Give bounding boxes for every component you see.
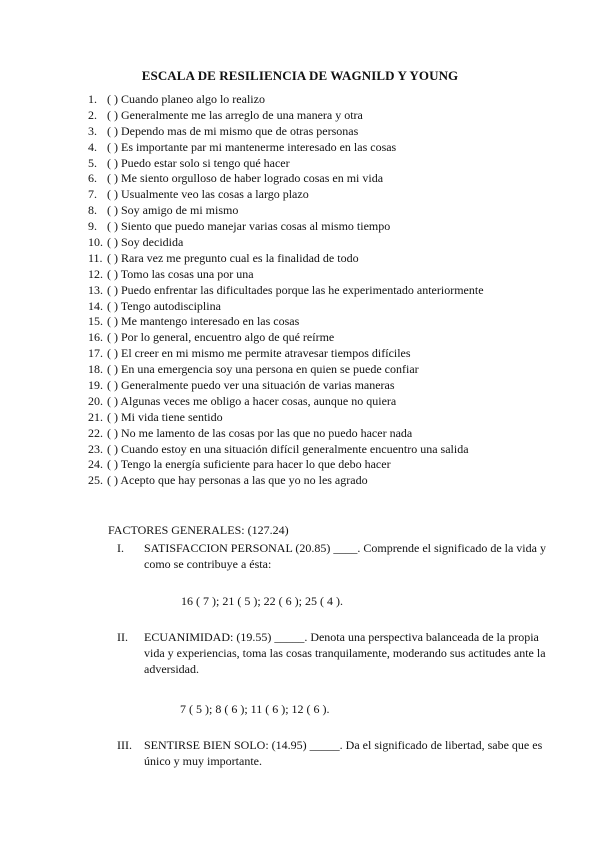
factor-description: SATISFACCION PERSONAL (20.85) ____. Comprende el significado de la vida y como se contribuye a ésta: xyxy=(144,541,546,571)
list-item xyxy=(88,473,484,489)
item-text: ( ) Puedo estar solo si tengo qué hacer xyxy=(107,155,290,170)
item-number: 1. xyxy=(88,92,97,106)
item-number: 14. xyxy=(88,298,103,313)
item-text: ( ) Puedo enfrentar las dificultades porque las he experimentado anteriormente xyxy=(107,282,484,297)
list-item xyxy=(88,410,484,426)
item-number: 9. xyxy=(88,219,97,234)
list-item xyxy=(88,251,484,267)
item-number: 15. xyxy=(88,314,103,329)
item-number: 4. xyxy=(88,139,97,154)
item-number: 13. xyxy=(88,282,103,297)
list-item xyxy=(88,108,484,124)
list-item xyxy=(88,283,484,299)
item-text: ( ) Cuando estoy en una situación difícil generalmente encuentro una salida xyxy=(107,441,469,456)
factor-ecuanimidad xyxy=(108,629,548,717)
item-text: ( ) Me mantengo interesado en las cosas xyxy=(107,314,300,329)
item-number: 2. xyxy=(88,107,97,122)
item-text: ( ) Generalmente puedo ver una situación de varias maneras xyxy=(107,378,395,393)
item-number: 19. xyxy=(88,378,103,393)
factors-section xyxy=(108,522,548,769)
item-text: ( ) El creer en mi mismo me permite atravesar tiempos difíciles xyxy=(107,346,411,361)
list-item xyxy=(88,314,484,330)
item-text: ( ) Rara vez me pregunto cual es la finalidad de todo xyxy=(107,250,359,265)
list-item xyxy=(88,219,484,235)
item-text: ( ) Por lo general, encuentro algo de qué reírme xyxy=(107,330,335,345)
factor-number: I. xyxy=(117,541,124,555)
item-number: 5. xyxy=(88,155,97,170)
item-text: ( ) Acepto que hay personas a las que yo no les agrado xyxy=(107,473,368,488)
factors-heading: FACTORES GENERALES: (127.24) xyxy=(108,523,289,537)
list-item xyxy=(88,330,484,346)
list-item xyxy=(88,156,484,172)
list-item xyxy=(88,124,484,140)
list-item xyxy=(88,267,484,283)
item-text: ( ) Dependo mas de mi mismo que de otras personas xyxy=(107,123,359,138)
factor-description: ECUANIMIDAD: (19.55) _____. Denota una perspectiva balanceada de la propia vida y experiencias, toma las cosas tranquilamente, moderando sus actitudes ante la adversidad. xyxy=(144,630,546,676)
list-item xyxy=(88,171,484,187)
list-item xyxy=(88,299,484,315)
item-number: 8. xyxy=(88,203,97,218)
item-text: ( ) Tomo las cosas una por una xyxy=(107,266,254,281)
item-number: 25. xyxy=(88,473,103,488)
item-number: 17. xyxy=(88,346,103,361)
item-number: 6. xyxy=(88,171,97,186)
list-item xyxy=(88,235,484,251)
list-item xyxy=(88,187,484,203)
question-list xyxy=(88,92,484,489)
item-number: 11. xyxy=(88,250,103,265)
list-item xyxy=(88,140,484,156)
item-number: 16. xyxy=(88,330,103,345)
item-text: ( ) Siento que puedo manejar varias cosas al mismo tiempo xyxy=(107,219,391,234)
item-number: 20. xyxy=(88,393,103,408)
item-number: 23. xyxy=(88,441,103,456)
item-text: ( ) Tengo la energía suficiente para hacer lo que debo hacer xyxy=(107,457,391,472)
item-number: 22. xyxy=(88,425,103,440)
factor-sentirse-bien-solo xyxy=(108,737,548,769)
item-number: 18. xyxy=(88,362,103,377)
factor-number: II. xyxy=(117,630,128,644)
factor-satisfaccion-personal xyxy=(108,540,548,609)
item-text: ( ) No me lamento de las cosas por las que no puedo hacer nada xyxy=(107,425,413,440)
factor-description: SENTIRSE BIEN SOLO: (14.95) _____. Da el significado de libertad, sabe que es único y muy importante. xyxy=(144,738,543,768)
item-number: 3. xyxy=(88,123,97,138)
item-text: ( ) Tengo autodisciplina xyxy=(107,298,221,313)
item-text: ( ) Es importante par mi mantenerme interesado en las cosas xyxy=(107,139,397,154)
item-text: ( ) Soy amigo de mi mismo xyxy=(107,203,239,218)
list-item xyxy=(88,442,484,458)
item-text: ( ) Algunas veces me obligo a hacer cosas, aunque no quiera xyxy=(107,393,397,408)
item-text: ( ) Mi vida tiene sentido xyxy=(107,409,223,424)
list-item xyxy=(88,394,484,410)
item-text: ( ) Soy decidida xyxy=(107,235,184,250)
list-item xyxy=(88,457,484,473)
factor-items: 16 ( 7 ); 21 ( 5 ); 22 ( 6 ); 25 ( 4 ). xyxy=(181,594,343,608)
list-item xyxy=(88,378,484,394)
item-number: 21. xyxy=(88,409,103,424)
list-item xyxy=(88,426,484,442)
item-number: 7. xyxy=(88,187,97,202)
item-text: ( ) Generalmente me las arreglo de una manera y otra xyxy=(107,107,363,122)
item-text: ( ) Me siento orgulloso de haber logrado cosas en mi vida xyxy=(107,171,384,186)
item-text: ( ) En una emergencia soy una persona en quien se puede confiar xyxy=(107,362,419,377)
item-text: ( ) Usualmente veo las cosas a largo plazo xyxy=(107,187,309,202)
item-number: 10. xyxy=(88,235,103,250)
list-item xyxy=(88,346,484,362)
list-item xyxy=(88,203,484,219)
list-item xyxy=(88,362,484,378)
item-number: 12. xyxy=(88,266,103,281)
list-item xyxy=(88,92,484,108)
factor-number: III. xyxy=(117,738,132,752)
factor-items: 7 ( 5 ); 8 ( 6 ); 11 ( 6 ); 12 ( 6 ). xyxy=(180,702,330,716)
item-text: ( ) Cuando planeo algo lo realizo xyxy=(107,92,265,106)
page-title: ESCALA DE RESILIENCIA DE WAGNILD Y YOUNG xyxy=(141,68,459,83)
item-number: 24. xyxy=(88,457,103,472)
